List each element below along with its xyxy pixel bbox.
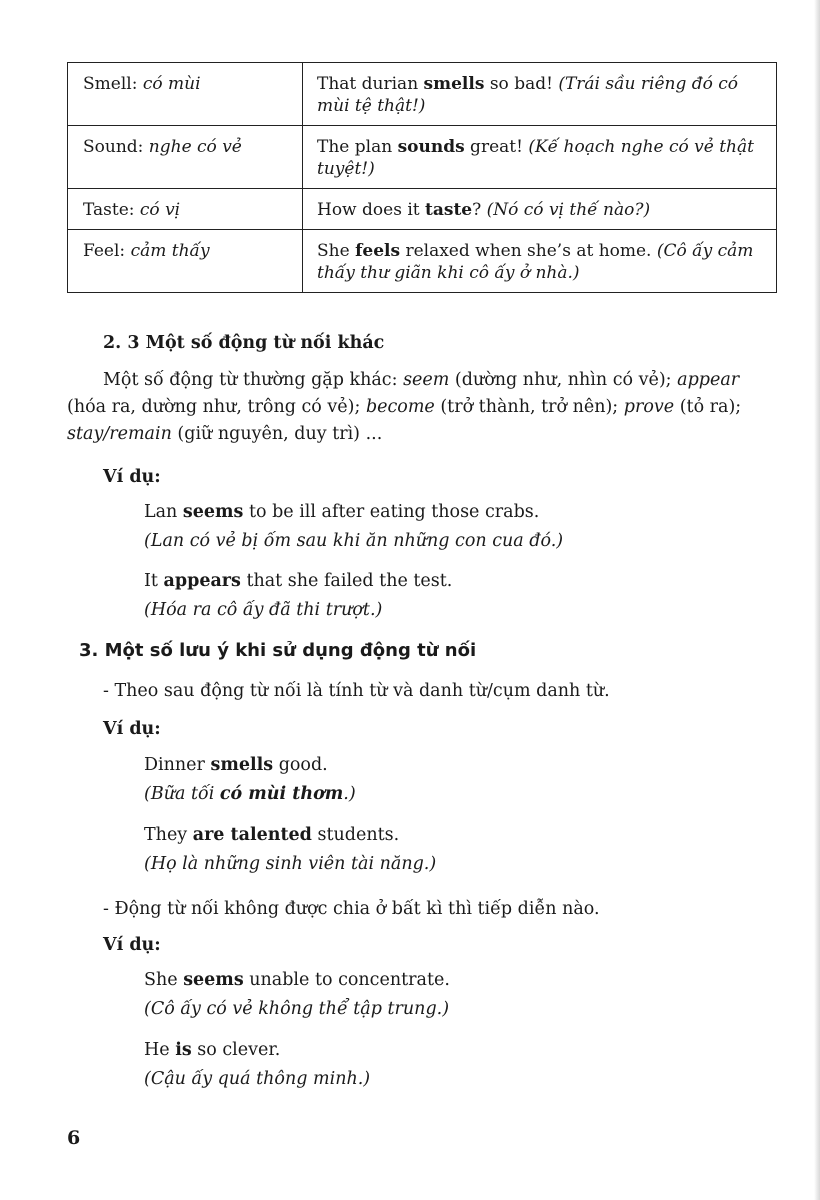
note-1: - Theo sau động từ nối là tính từ và danh từ/cụm danh từ. bbox=[103, 681, 610, 701]
section-2-3-paragraph: Một số động từ thường gặp khác: seem (dường như, nhìn có vẻ); appear (hóa ra, dường như, trông có vẻ); become (trở thành, trở nên); prove (tỏ ra); stay/remain (giữ nguyên, duy trì) ... bbox=[67, 370, 742, 444]
example-sentence: Dinner smells good. (Bữa tối có mùi thơm.) bbox=[144, 755, 356, 804]
example-sentence: Lan seems to be ill after eating those crabs. (Lan có vẻ bị ốm sau khi ăn những con cua đó.) bbox=[144, 502, 564, 551]
example-cell: She feels relaxed when she’s at home. (Cô ấy cảm thấy thư giãn khi cô ấy ở nhà.) bbox=[303, 230, 777, 293]
example-cell: How does it taste? (Nó có vị thế nào?) bbox=[303, 189, 777, 230]
example-label: Ví dụ: bbox=[103, 467, 161, 487]
page-edge-shadow bbox=[814, 0, 820, 1200]
linking-verbs-table bbox=[67, 62, 777, 293]
verb-cell: Sound: nghe có vẻ bbox=[68, 126, 303, 189]
example-cell: That durian smells so bad! (Trái sầu riêng đó có mùi tệ thật!) bbox=[303, 63, 777, 126]
example-sentence: She seems unable to concentrate. (Cô ấy có vẻ không thể tập trung.) bbox=[144, 970, 450, 1019]
example-label: Ví dụ: bbox=[103, 719, 161, 739]
table-row bbox=[68, 189, 777, 230]
example-cell: The plan sounds great! (Kế hoạch nghe có vẻ thật tuyệt!) bbox=[303, 126, 777, 189]
example-sentence: It appears that she failed the test. (Hóa ra cô ấy đã thi trượt.) bbox=[144, 571, 453, 620]
verb-cell: Feel: cảm thấy bbox=[68, 230, 303, 293]
verb-cell: Smell: có mùi bbox=[68, 63, 303, 126]
example-sentence: They are talented students. (Họ là những sinh viên tài năng.) bbox=[144, 825, 437, 874]
note-2: - Động từ nối không được chia ở bất kì thì tiếp diễn nào. bbox=[103, 899, 600, 919]
section-3-heading: 3. Một số lưu ý khi sử dụng động từ nối bbox=[79, 640, 477, 661]
table-row bbox=[68, 63, 777, 126]
example-sentence: He is so clever. (Cậu ấy quá thông minh.) bbox=[144, 1040, 371, 1089]
table-row bbox=[68, 230, 777, 293]
verb-cell: Taste: có vị bbox=[68, 189, 303, 230]
table-row bbox=[68, 126, 777, 189]
page-number: 6 bbox=[67, 1127, 81, 1149]
section-2-3-heading: 2. 3 Một số động từ nối khác bbox=[103, 333, 385, 353]
example-label: Ví dụ: bbox=[103, 935, 161, 955]
